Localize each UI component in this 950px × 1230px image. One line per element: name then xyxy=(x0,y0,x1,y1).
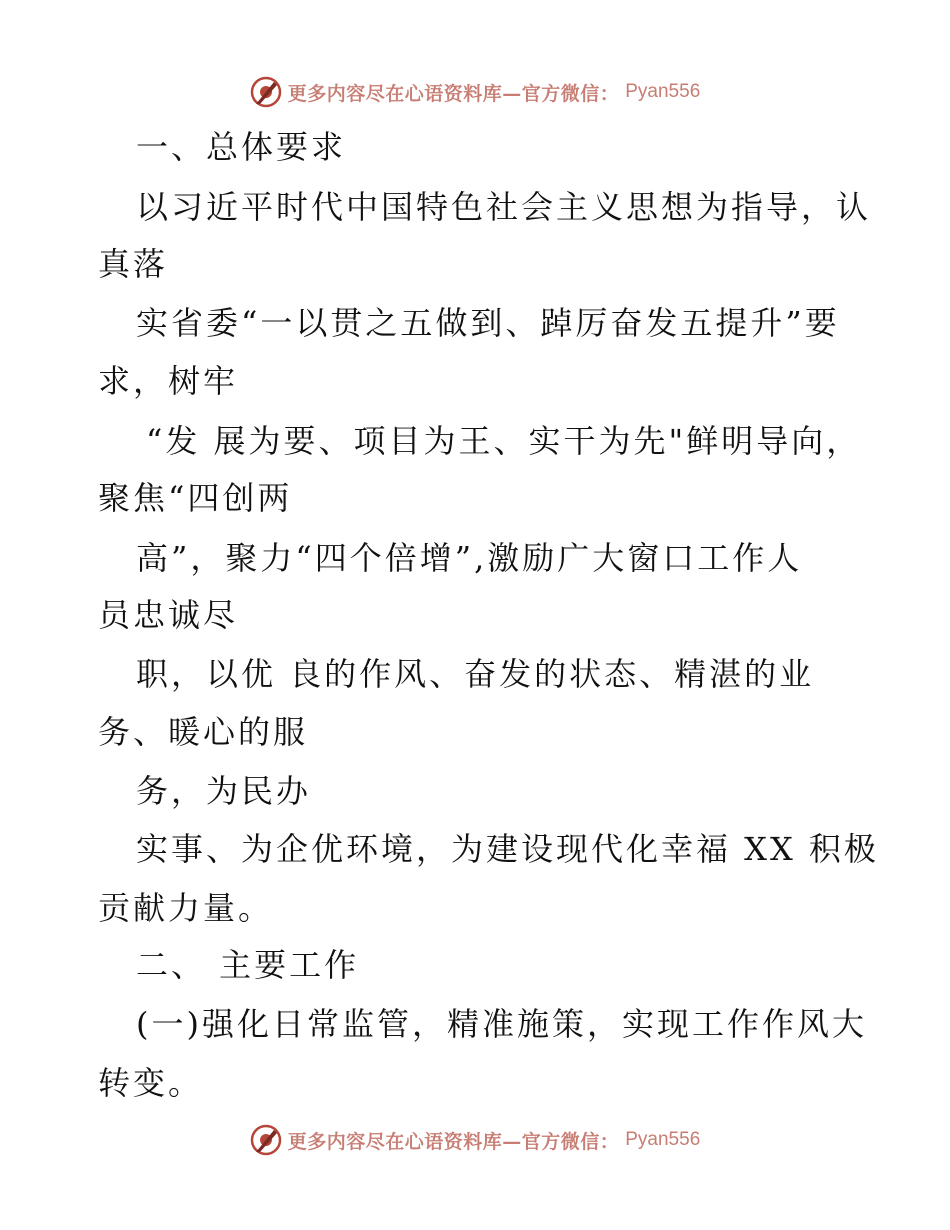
body-line: 贡献力量。 xyxy=(98,889,274,927)
body-line: 高”，聚力“四个倍增”,激励广大窗口工作人 xyxy=(136,539,803,577)
body-line: 以习近平时代中国特色社会主义思想为指导，认 xyxy=(136,188,872,226)
heading-main-work: 二、 主要工作 xyxy=(136,946,360,984)
quill-logo-icon xyxy=(250,1124,282,1156)
body-line: 真落 xyxy=(98,245,169,283)
body-line: 聚焦“四创两 xyxy=(98,479,293,517)
watermark-brand: Pyan556 xyxy=(625,1129,701,1150)
body-line: 求，树牢 xyxy=(98,362,239,400)
body-line: 职，以优 良的作风、奋发的状态、精湛的业 xyxy=(136,655,815,693)
body-line: 务、暖心的服 xyxy=(98,713,309,751)
watermark-header xyxy=(0,72,950,112)
body-line: 务，为民办 xyxy=(136,772,312,810)
body-line: 实事、为企优环境，为建设现代化幸福 XX 积极 xyxy=(136,830,879,868)
body-line: 员忠诚尽 xyxy=(98,596,239,634)
watermark-text: 更多内容尽在心语资料库—官方微信： xyxy=(287,82,620,105)
body-line: “发 展为要、项目为王、实干为先"鲜明导向， xyxy=(146,422,862,460)
body-line: 转变。 xyxy=(98,1064,204,1102)
watermark-text: 更多内容尽在心语资料库—官方微信： xyxy=(287,1130,620,1153)
body-line: 实省委“一以贯之五做到、踔厉奋发五提升”要 xyxy=(136,304,840,342)
watermark-brand: Pyan556 xyxy=(625,81,701,102)
subheading-item-1: (一)强化日常监管，精准施策，实现工作作风大 xyxy=(136,1005,867,1043)
watermark-footer xyxy=(0,1120,950,1160)
heading-general-requirements: 一、总体要求 xyxy=(136,128,347,166)
quill-logo-icon xyxy=(250,76,282,108)
